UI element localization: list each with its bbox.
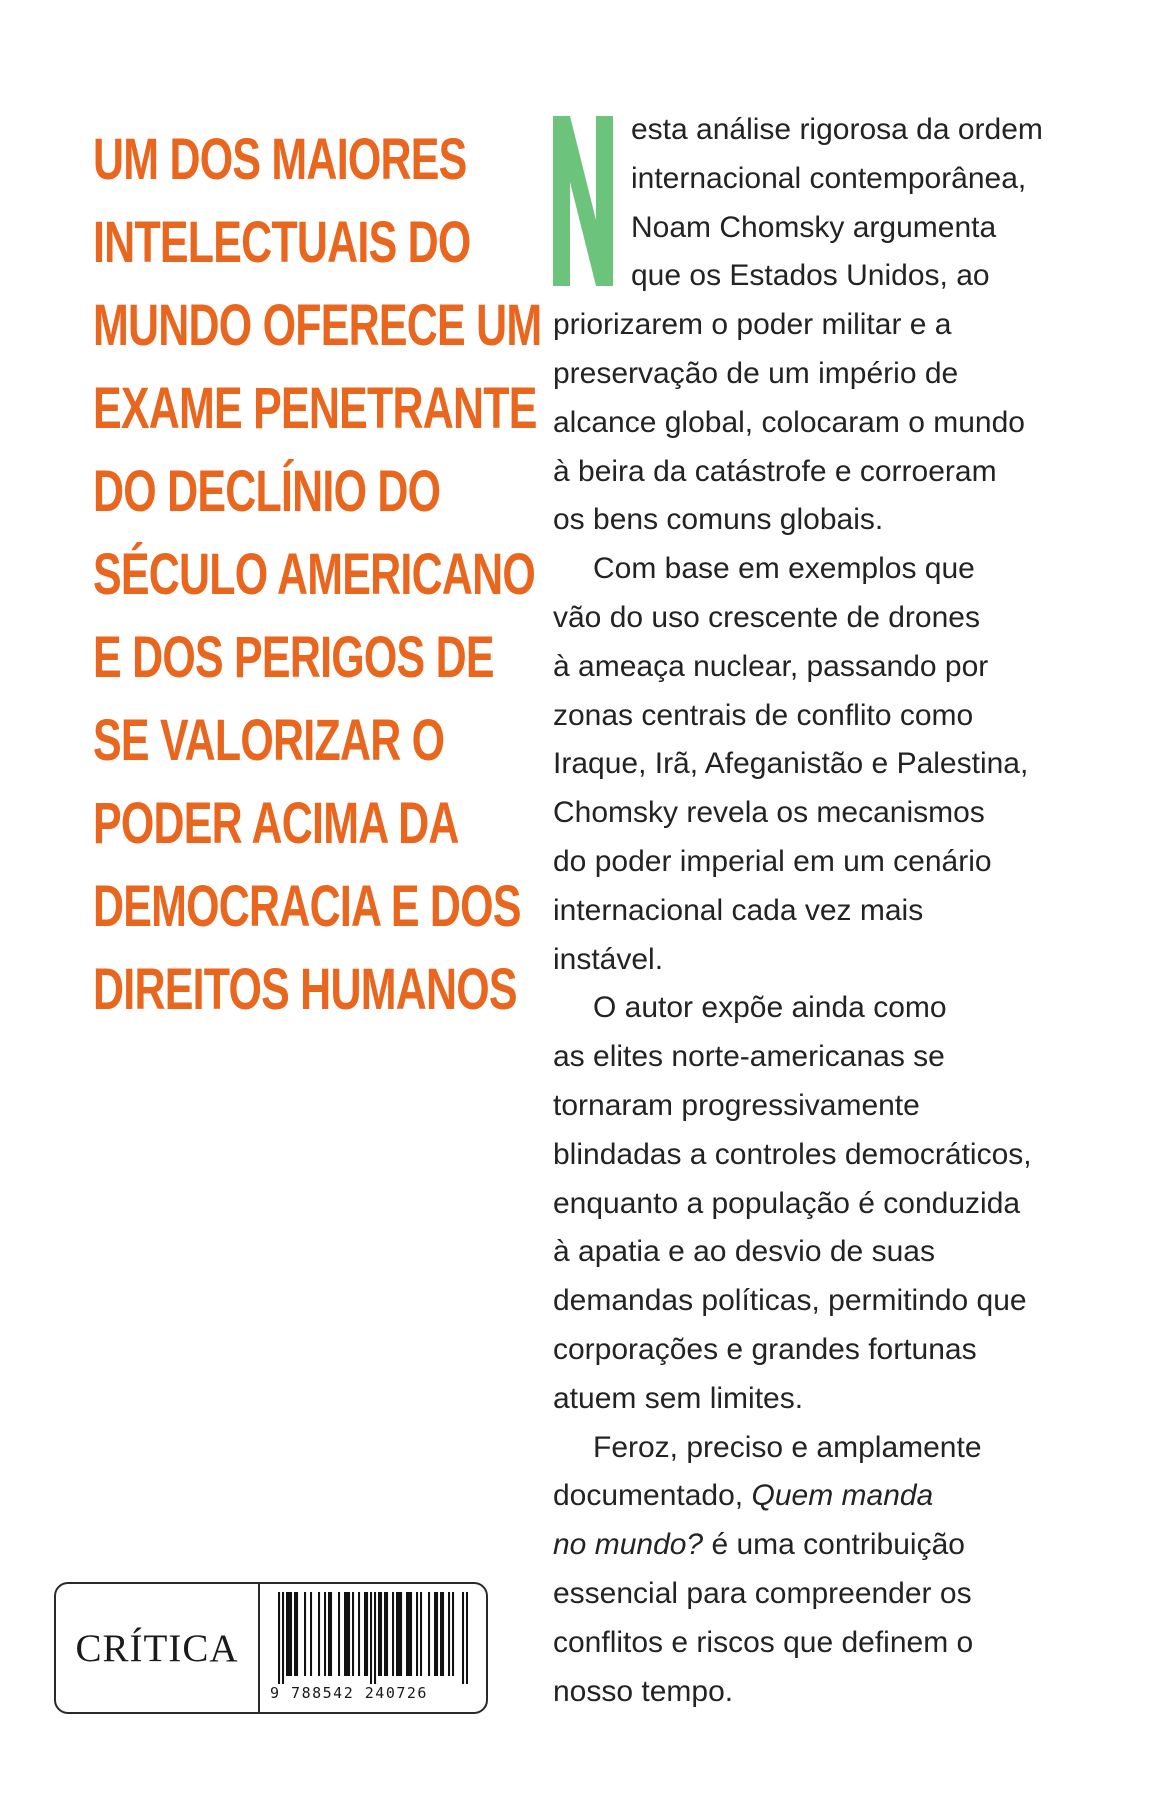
- barcode-bar: [466, 1592, 468, 1684]
- text-line: preservação de um império de: [553, 356, 959, 390]
- barcode-bar: [392, 1592, 394, 1676]
- publisher-cell: [56, 1584, 260, 1712]
- barcode-bar: [358, 1592, 360, 1676]
- text-line: [553, 1472, 1119, 1521]
- text-line: priorizarem o poder militar e a: [553, 308, 952, 342]
- text-line: internacional cada vez mais: [553, 893, 924, 927]
- text-line: [553, 1521, 1119, 1570]
- headline-line: DEMOCRACIA E DOS: [93, 874, 521, 939]
- text-line: instável.: [553, 942, 664, 976]
- text-line: vão do uso crescente de drones: [553, 600, 980, 634]
- barcode-bar: [378, 1592, 380, 1676]
- text-line: as elites norte-americanas se: [553, 1040, 945, 1074]
- barcode-bar: [462, 1592, 464, 1684]
- barcode-bar: [364, 1592, 366, 1676]
- text-line: à beira da catástrofe e corroeram: [553, 454, 997, 488]
- paragraph-2: [553, 545, 1119, 984]
- barcode-bar: [384, 1592, 386, 1676]
- barcode-bar: [294, 1592, 296, 1676]
- barcode-bar: [386, 1592, 388, 1676]
- barcode-bar: [442, 1592, 444, 1676]
- headline-line: SÉCULO AMERICANO: [93, 542, 536, 607]
- barcode-bar: [380, 1592, 382, 1676]
- headline-line: DO DECLÍNIO DO: [93, 459, 441, 524]
- book-title-fragment: no mundo?: [553, 1528, 704, 1562]
- barcode-bar: [352, 1592, 354, 1676]
- text-line: internacional contemporânea,: [631, 161, 1027, 195]
- headline-line: PODER ACIMA DA: [93, 791, 459, 856]
- text-line: esta análise rigorosa da ordem: [631, 113, 1043, 146]
- text-line: corporações e grandes fortunas: [553, 1332, 977, 1366]
- text-fragment: é uma contribuição: [703, 1528, 965, 1562]
- barcode-bar: [290, 1592, 292, 1676]
- barcode-bar: [348, 1592, 350, 1676]
- text-line: Iraque, Irã, Afeganistão e Palestina,: [553, 747, 1029, 781]
- text-line: que os Estados Unidos, ao: [631, 259, 990, 293]
- barcode-bar: [286, 1592, 288, 1676]
- text-line: O autor expõe ainda como: [593, 991, 947, 1025]
- text-line: à apatia e ao desvio de suas: [553, 1235, 935, 1269]
- barcode-bar: [328, 1592, 330, 1676]
- imprint-box: [54, 1582, 488, 1714]
- paragraph-3: [553, 984, 1119, 1423]
- barcode-cell: [260, 1584, 486, 1712]
- text-line: enquanto a população é conduzida: [553, 1186, 1021, 1220]
- headline-line: E DOS PERIGOS DE: [93, 625, 494, 690]
- publisher-logo: CRÍTICA: [75, 1626, 239, 1670]
- synopsis-text: [553, 106, 1119, 1716]
- text-line: blindadas a controles democráticos,: [553, 1137, 1032, 1171]
- headline-line: MUNDO OFERECE UM: [93, 293, 542, 358]
- text-line: essencial para compreender os: [553, 1576, 972, 1610]
- barcode-bar: [304, 1592, 306, 1676]
- text-line: Chomsky revela os mecanismos: [553, 796, 985, 830]
- barcode-bar: [398, 1592, 400, 1676]
- barcode-bar: [366, 1592, 368, 1676]
- barcode-bar: [318, 1592, 320, 1676]
- barcode-bar: [330, 1592, 332, 1676]
- barcode-bar: [448, 1592, 450, 1676]
- barcode-bar: [416, 1592, 418, 1676]
- paragraph-4: [553, 1424, 1119, 1717]
- cover-headline: [93, 118, 542, 1031]
- barcode-bar: [346, 1592, 348, 1676]
- text-fragment: documentado,: [553, 1479, 752, 1513]
- barcode-bar: [396, 1592, 398, 1676]
- book-title-fragment: Quem manda: [751, 1479, 934, 1513]
- barcode-bar: [420, 1592, 422, 1676]
- barcode-bar: [338, 1592, 340, 1676]
- barcode-bar: [324, 1592, 326, 1676]
- isbn-number: 9 788542 240726: [270, 1684, 428, 1702]
- barcode-bar: [400, 1592, 402, 1676]
- barcode-bar: [440, 1592, 442, 1676]
- headline-line: EXAME PENETRANTE: [93, 376, 537, 441]
- paragraph-1: [553, 106, 1119, 545]
- barcode-bar: [428, 1592, 430, 1676]
- headline-line: UM DOS MAIORES: [93, 127, 467, 192]
- text-line: Noam Chomsky argumenta: [631, 210, 997, 244]
- text-line: Feroz, preciso e amplamente: [593, 1430, 982, 1464]
- barcode-bar: [278, 1592, 280, 1684]
- barcode-bar: [410, 1592, 412, 1676]
- text-line: demandas políticas, permitindo que: [553, 1284, 1027, 1318]
- headline-line: DIREITOS HUMANOS: [93, 957, 517, 1022]
- barcode-bar: [408, 1592, 410, 1676]
- barcode-bar: [344, 1592, 346, 1676]
- text-line: do poder imperial em um cenário: [553, 844, 992, 878]
- barcode-bar: [288, 1592, 290, 1676]
- text-line: zonas centrais de conflito como: [553, 698, 974, 732]
- text-line: os bens comuns globais.: [553, 503, 884, 537]
- isbn-barcode: [278, 1592, 468, 1684]
- barcode-bar: [296, 1592, 298, 1676]
- barcode-bar: [282, 1592, 284, 1684]
- text-line: à ameaça nuclear, passando por: [553, 649, 989, 683]
- text-line: nosso tempo.: [553, 1674, 734, 1708]
- barcode-bar: [374, 1592, 376, 1684]
- headline-line: SE VALORIZAR O: [93, 708, 445, 773]
- barcode-bar: [436, 1592, 438, 1676]
- barcode-bar: [452, 1592, 454, 1676]
- text-line: Com base em exemplos que: [593, 552, 975, 586]
- barcode-bar: [370, 1592, 372, 1684]
- barcode-bar: [310, 1592, 312, 1676]
- barcode-bar: [434, 1592, 436, 1676]
- text-line: conflitos e riscos que definem o: [553, 1625, 974, 1659]
- text-line: alcance global, colocaram o mundo: [553, 405, 1025, 439]
- text-line: atuem sem limites.: [553, 1381, 804, 1415]
- text-line: tornaram progressivamente: [553, 1088, 920, 1122]
- barcode-bar: [406, 1592, 408, 1676]
- headline-line: INTELECTUAIS DO: [93, 210, 471, 275]
